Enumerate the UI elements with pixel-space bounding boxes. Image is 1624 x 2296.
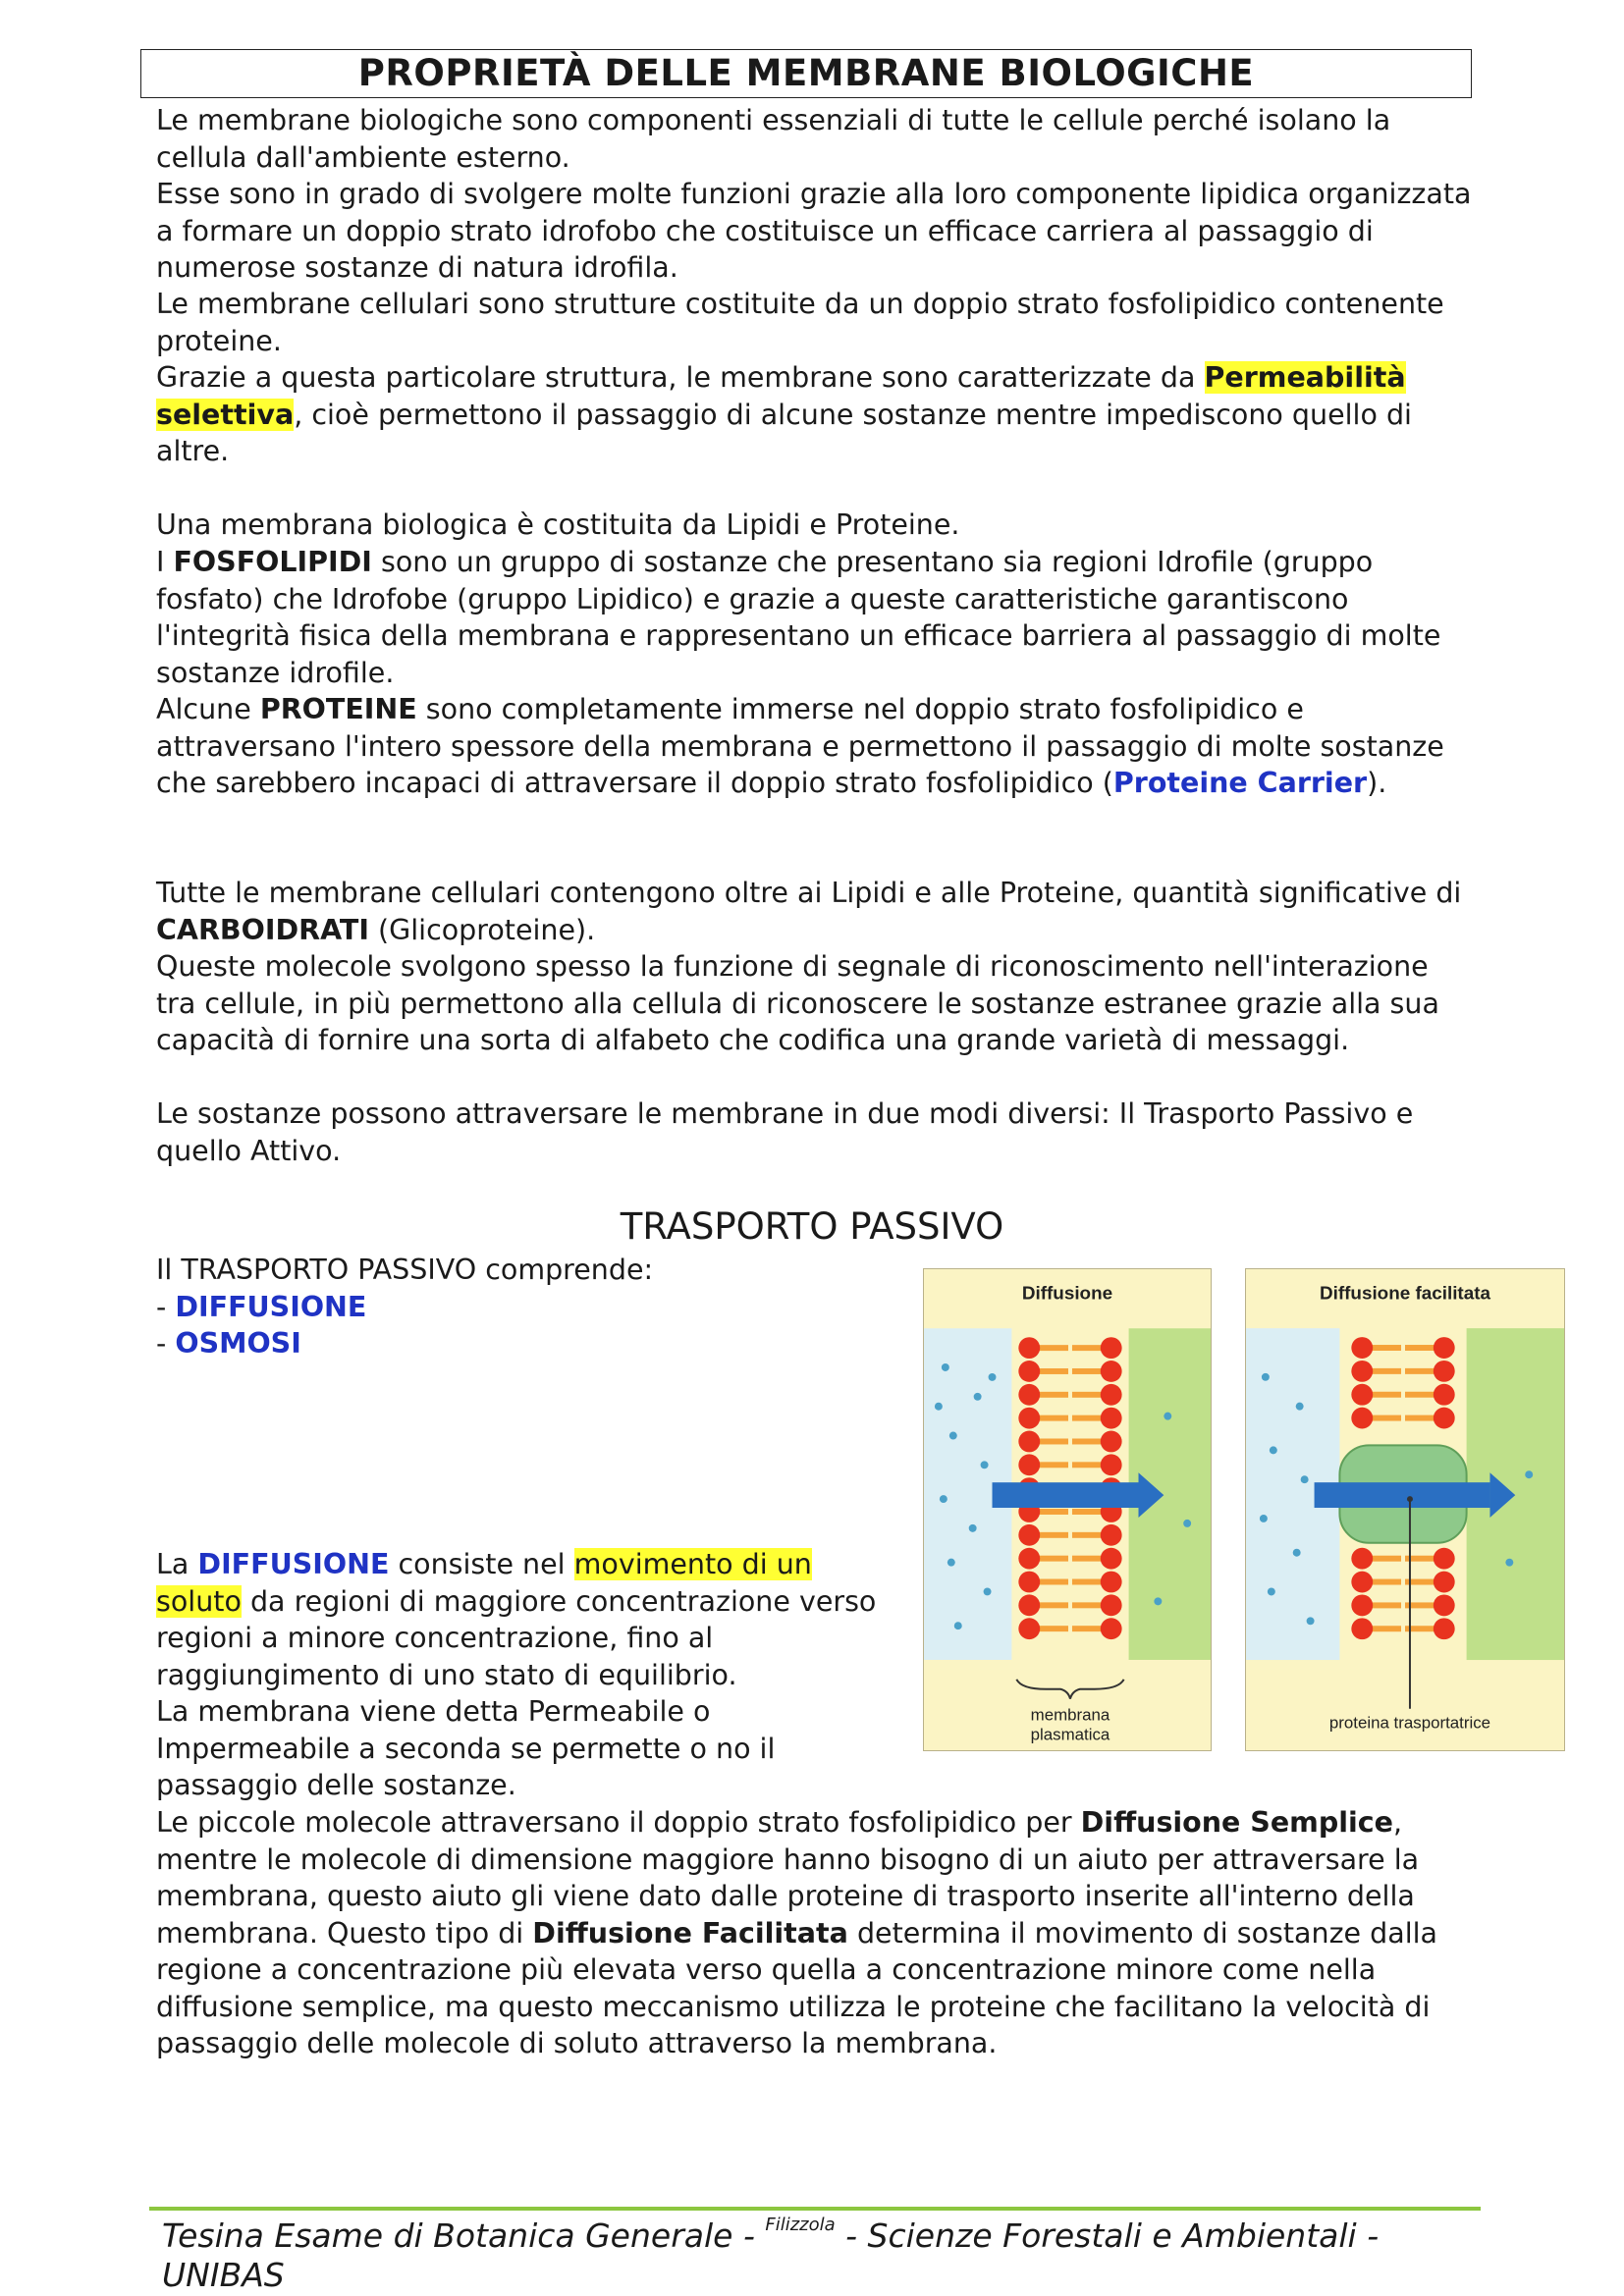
lipid-head (1101, 1454, 1122, 1475)
solute-movement-highlight-1: movimento di un (573, 1548, 812, 1580)
solute-movement-highlight-2: soluto (156, 1584, 242, 1618)
intro-paragraph-1 (156, 102, 1472, 176)
intro-text-4a: Grazie a questa particolare struttura, le membrane sono caratterizzate da (156, 361, 1205, 394)
lipid-head (1351, 1618, 1373, 1639)
proteins-text-a: Alcune (156, 693, 260, 725)
small-molecules-text-e: determina il movimento di sostanze dalla regione a concentrazione più elevata verso quella a concentrazione minore come nella diffusione semplice, ma questo meccanismo utilizza le proteine che facilitano la velocità di passaggio delle molecole di soluto attraverso la membrana. (156, 1916, 1437, 2059)
figure-title-diffusion: Diffusione (1021, 1282, 1113, 1304)
lipid-head (1101, 1524, 1122, 1546)
lipid-head (1351, 1384, 1373, 1406)
small-molecules-text-a: Le piccole molecole attraversano il doppio strato fosfolipidico per (156, 1806, 1081, 1839)
intro-paragraph-2 (156, 176, 1472, 287)
lipid-head (1018, 1548, 1040, 1570)
phospholipids-paragraph (156, 544, 1472, 691)
lipid-head (1434, 1337, 1455, 1359)
list-bullet: - (156, 1327, 176, 1360)
selective-permeability-highlight: Permeabilità selettiva (156, 361, 1406, 431)
carbs-text-a: Tutte le membrane cellulari contengono oltre ai Lipidi e alle Proteine, quantità significative di (156, 877, 1462, 909)
carbs-text-2: Queste molecole svolgono spesso la funzione di segnale di riconoscimento nell'interazione tra cellule, in più permettono alla cellula di riconoscere le sostanze estranee grazie alla sua capacità di fornire una sorta di alfabeto che codifica una grande varietà di messaggi. (156, 950, 1439, 1056)
diffusion-term-inline: DIFFUSIONE (197, 1548, 390, 1580)
lipid-head (1018, 1618, 1040, 1639)
lipid-head (1101, 1594, 1122, 1616)
footer-right: - Scienze Forestali e Ambientali - UNIBAS (162, 2216, 1380, 2294)
page-title: PROPRIETÀ DELLE MEMBRANE BIOLOGICHE (140, 49, 1472, 98)
composition-paragraph-1 (156, 507, 1472, 544)
lipid-head (1434, 1361, 1455, 1382)
proteins-term: PROTEINE (259, 693, 417, 725)
lipid-head (1018, 1408, 1040, 1429)
proteins-text-c: sono completamente immerse nel doppio strato fosfolipidico e attraversano l'intero spessore della membrana e permettono il passaggio di molte sostanze che sarebbero incapaci di attraversare il doppio strato fosfolipidico ( (156, 693, 1444, 799)
lipid-head (1018, 1454, 1040, 1475)
carbs-paragraph-3 (156, 1095, 1472, 1169)
lipid-head (1018, 1431, 1040, 1453)
lipid-head (1018, 1384, 1040, 1406)
lipid-head (1434, 1548, 1455, 1570)
lipid-head (1101, 1408, 1122, 1429)
diffusion-text-d: da regioni di maggiore concentrazione verso regioni a minore concentrazione, fino al raggiungimento di uno stato di equilibrio. (156, 1584, 877, 1691)
lipid-head (1351, 1361, 1373, 1382)
passive-intro (156, 1252, 902, 1289)
diffusion-paragraph (156, 1546, 883, 1693)
transport-protein-label: proteina trasportatrice (1328, 1713, 1491, 1733)
lipid-head (1434, 1408, 1455, 1429)
figure-facilitated-diffusion (1245, 1268, 1565, 1751)
lipid-head (1101, 1548, 1122, 1570)
lipid-head (1351, 1594, 1373, 1616)
lipid-head (1434, 1618, 1455, 1639)
lipid-head (1434, 1572, 1455, 1593)
lipid-head (1101, 1431, 1122, 1453)
footer (162, 2216, 1478, 2295)
carbs-text-c: (Glicoproteine). (368, 913, 596, 946)
phospholipids-term: FOSFOLIPIDI (173, 546, 372, 578)
list-bullet: - (156, 1291, 176, 1323)
footer-divider (149, 2207, 1481, 2211)
composition-text-1: Una membrana biologica è costituita da Lipidi e Proteine. (156, 508, 960, 541)
lipid-head (1101, 1572, 1122, 1593)
lipid-head (1018, 1361, 1040, 1382)
section-heading-passive-transport: TRASPORTO PASSIVO (620, 1205, 1004, 1248)
carbs-text-3: Le sostanze possono attraversare le membrane in due modi diversi: Il Trasporto Passivo e quello Attivo. (156, 1097, 1414, 1167)
simple-diffusion-diagram (924, 1269, 1211, 1750)
carrier-proteins-term: Proteine Carrier (1112, 767, 1368, 799)
intro-text-4b: , cioè permettono il passaggio di alcune sostanze mentre impediscono quello di altre. (156, 398, 1412, 467)
carbs-term: CARBOIDRATI (156, 913, 369, 946)
lipid-head (1101, 1618, 1122, 1639)
intro-text-3: Le membrane cellulari sono strutture costituite da un doppio strato fosfolipidico contenente proteine. (156, 288, 1444, 357)
diffusion-text-a: La (156, 1548, 198, 1580)
passive-list-item-diffusion (156, 1289, 902, 1326)
passive-intro-text: Il TRASPORTO PASSIVO comprende: (156, 1254, 654, 1286)
small-molecules-text-c: , mentre le molecole di dimensione maggiore hanno bisogno di un aiuto per attraversare la membrana, questo aiuto gli viene dato dalle proteine di trasporto inserite all'interno della membrana. Questo tipo di (156, 1806, 1420, 1949)
lipid-head (1351, 1572, 1373, 1593)
intro-paragraph-3 (156, 286, 1472, 359)
lipid-head (1018, 1572, 1040, 1593)
phospholipids-text-a: I (156, 546, 174, 578)
protein-pointer-dot (1407, 1496, 1413, 1502)
osmosis-term: OSMOSI (175, 1327, 301, 1360)
lipid-head (1101, 1337, 1122, 1359)
proteins-text-e: ). (1367, 767, 1387, 799)
facilitated-diffusion-term: Diffusione Facilitata (532, 1916, 848, 1949)
permeability-paragraph (156, 1693, 883, 1804)
lipid-head (1101, 1361, 1122, 1382)
intro-paragraph-4 (156, 359, 1472, 470)
carbs-paragraph-1 (156, 875, 1472, 948)
lipid-head (1018, 1337, 1040, 1359)
membrane-label-line2: plasmatica (1030, 1725, 1110, 1744)
lipid-head (1101, 1384, 1122, 1406)
intro-text-2: Esse sono in grado di svolgere molte funzioni grazie alla loro componente lipidica organizzata a formare un doppio strato idrofobo che costituisce un efficace carriera al passaggio di numerose sostanze di natura idrofila. (156, 178, 1472, 284)
lipid-head (1434, 1384, 1455, 1406)
lipid-head (1018, 1594, 1040, 1616)
diffusion-text-c: consiste nel (389, 1548, 574, 1580)
lipid-head (1434, 1594, 1455, 1616)
lipid-head (1351, 1337, 1373, 1359)
membrane-label-line1: membrana (1030, 1705, 1110, 1725)
lipid-head (1351, 1548, 1373, 1570)
figure-title-facilitated-diffusion: Diffusione facilitata (1320, 1282, 1490, 1304)
facilitated-diffusion-paragraph (156, 1804, 1472, 2062)
simple-diffusion-term: Diffusione Semplice (1080, 1806, 1394, 1839)
proteins-paragraph (156, 691, 1472, 802)
footer-left: Tesina Esame di Botanica Generale - (162, 2216, 766, 2255)
facilitated-diffusion-diagram (1246, 1269, 1564, 1750)
lipid-head (1018, 1524, 1040, 1546)
figure-simple-diffusion (923, 1268, 1212, 1751)
membrane-brace (1016, 1680, 1123, 1699)
footer-author: Filizzola (765, 2215, 836, 2235)
carbs-paragraph-2 (156, 948, 1472, 1059)
diffusion-term: DIFFUSIONE (175, 1291, 367, 1323)
passive-list-item-osmosis (156, 1325, 902, 1362)
intro-text-1: Le membrane biologiche sono componenti essenziali di tutte le cellule perché isolano la cellula dall'ambiente esterno. (156, 104, 1391, 174)
phospholipids-text-c: sono un gruppo di sostanze che presentano sia regioni Idrofile (gruppo fosfato) che Idrofobe (gruppo Lipidico) e grazie a queste caratteristiche garantiscono l'integrità fisica della membrana e rappresentano un efficace barriera al passaggio di molte sostanze idrofile. (156, 546, 1441, 689)
permeability-text: La membrana viene detta Permeabile o Impermeabile a seconda se permette o no il passaggio delle sostanze. (156, 1695, 776, 1801)
lipid-head (1351, 1408, 1373, 1429)
